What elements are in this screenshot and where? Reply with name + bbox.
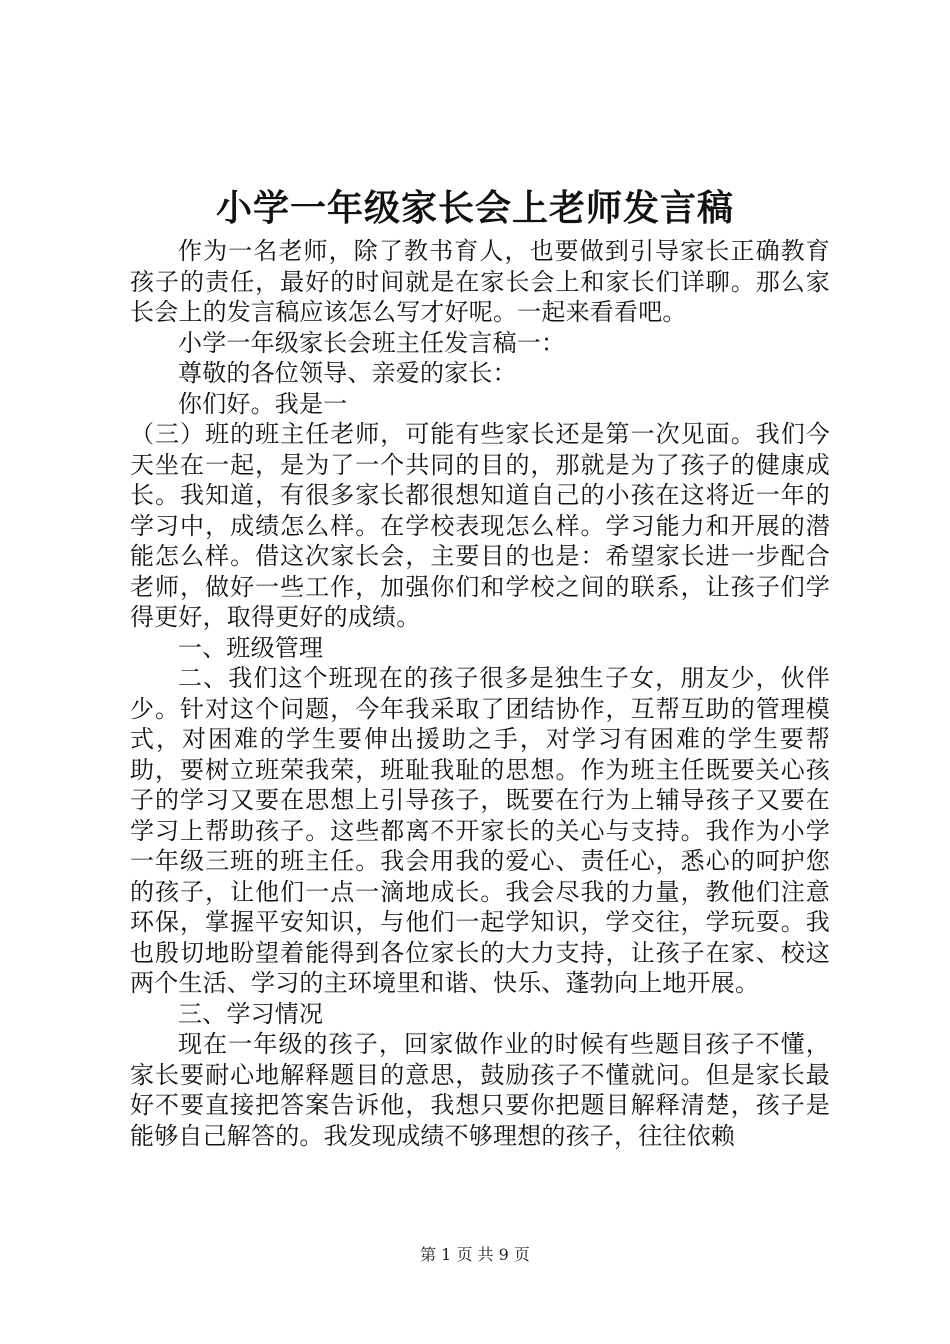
paragraph-intro: 作为一名老师，除了教书育人，也要做到引导家长正确教育孩子的责任，最好的时间就是在家长会上和家长们详聊。那么家长会上的发言稿应该怎么写才好呢。一起来看看吧。 [130,237,830,326]
page-number-footer: 第 1 页 共 9 页 [420,1245,530,1264]
paragraph-study: 现在一年级的孩子，回家做作业的时候有些题目孩子不懂，家长要耐心地解释题目的意思，鼓励孩子不懂就问。但是家长最好不要直接把答案告诉他，我想只要你把题目解释清楚，孩子是能够自己解答的。我发现成绩不够理想的孩子，往往依赖 [130,1030,830,1150]
section-heading-class-management: 一、班级管理 [178,633,324,662]
document-title: 小学一年级家长会上老师发言稿 [215,187,734,229]
document-body [130,236,830,1151]
paragraph-salutation: 尊敬的各位领导、亲爱的家长： [178,359,517,387]
paragraph-class-intro: （三）班的班主任老师，可能有些家长还是第一次见面。我们今天坐在一起，是为了一个共同的目的，那就是为了孩子的健康成长。我知道，有很多家长都很想知道自己的小孩在这将近一年的学习中，成绩怎么样。在学校表现怎么样。学习能力和开展的潜能怎么样。借这次家长会，主要目的也是：希望家长进一步配合老师，做好一些工作，加强你们和学校之间的联系，让孩子们学得更好，取得更好的成绩。 [130,420,830,631]
paragraph-speech-heading: 小学一年级家长会班主任发言稿一： [178,328,566,357]
paragraph-greeting: 你们好。我是一 [178,389,348,418]
paragraph-class-management: 二、我们这个班现在的孩子很多是独生子女，朋友少，伙伴少。针对这个问题，今年我采取了团结协作，互帮互助的管理模式，对困难的学生要伸出援助之手，对学习有困难的学生要帮助，要树立班荣我荣，班耻我耻的思想。作为班主任既要关心孩子的学习又要在思想上引导孩子，既要在行为上辅导孩子又要在学习上帮助孩子。这些都离不开家长的关心与支持。我作为小学一年级三班的班主任。我会用我的爱心、责任心，悉心的呵护您的孩子，让他们一点一滴地成长。我会尽我的力量，教他们注意环保，掌握平安知识，与他们一起学知识，学交往，学玩耍。我也殷切地盼望着能得到各位家长的大力支持，让孩子在家、校这两个生活、学习的主环境里和谐、快乐、蓬勃向上地开展。 [130,664,830,997]
section-heading-study: 三、学习情况 [178,999,324,1028]
